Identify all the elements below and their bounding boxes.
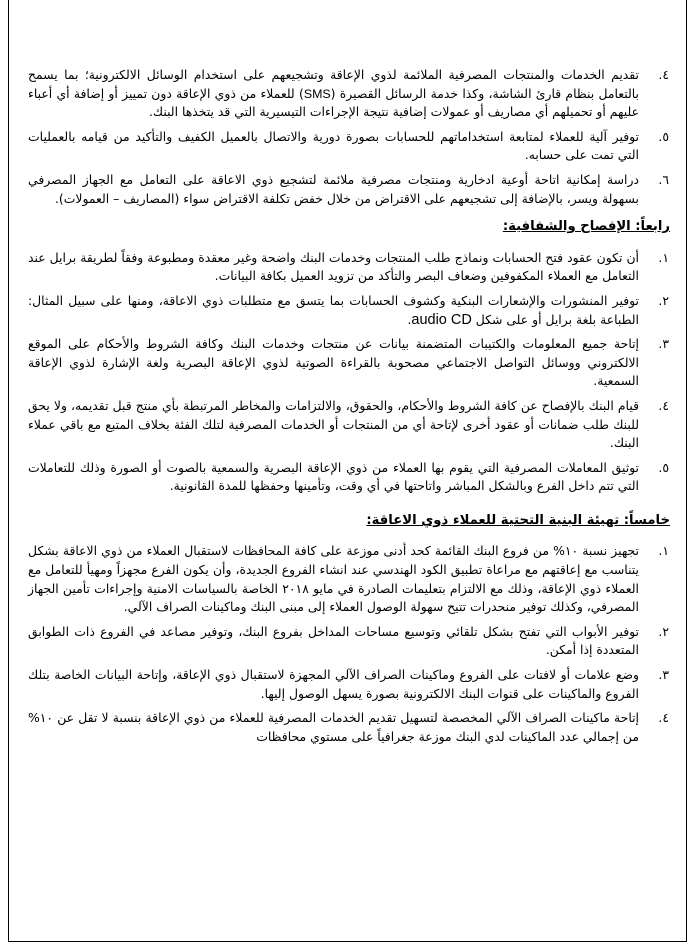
list-item [28,128,670,165]
list-item [28,292,670,329]
item-number: ٣. [658,667,669,683]
list-item [28,709,670,746]
item-text: تقديم الخدمات والمنتجات المصرفية الملائمة لذوي الإعاقة وتشجيعهم على استخدام الوسائل الالكترونية؛ بما يسمح بالتعامل بنظام قارئ الشاشة، وكذا خدمة الرسائل القصيرة (SMS) للعملاء من ذوي الإعاقة دون تمييز أو إضافة أي أعباء عليهم أو تحميلهم أي مصاريف أو عمولات إضافية نتيجة الإجراءات التيسيرية التي قد يتخذها البنك. [28,67,640,120]
item-number: ٤. [658,67,669,82]
section-heading-disclosure: رابعاً: الإفصاح والشفافية: [502,219,670,235]
item-text: إتاحة جميع المعلومات والكتيبات المتضمنة بيانات عن منتجات وخدمات البنك وكافة الشروط والأحكام على الموقع الالكتروني ووسائل التواصل الاجتماعي مصحوبة بالقراءة الصوتية لذوي الإعاقة البصرية ولغة الإشارة لذوي الإعاقة السمعية. [28,336,639,389]
list-item [28,66,670,122]
section-heading-infrastructure: خامساً: تهيئة البنية التحتية للعملاء ذوي الاعاقة: [366,512,670,528]
list-item [28,335,670,391]
item-number: ٣. [658,336,669,352]
item-number: ٢. [658,292,669,308]
item-number: ٤. [658,710,669,726]
audio-cd-term: audio CD [411,311,472,328]
item-text: توفير الأبواب التي تفتح بشكل تلقائي وتوسيع مساحات المداخل بفروع البنك، وتوفير مصاعد في الفروع ذات الطوابق المتعددة إذا أمكن. [28,623,639,658]
list-item [28,542,670,616]
list-item [28,459,670,496]
list-item [28,397,670,453]
item-text: توثيق المعاملات المصرفية التي يقوم بها العملاء من ذوي الإعاقة البصرية والسمعية بالصوت أو الصورة وذلك للتعاملات التي تتم داخل الفرع وبالشكل المباشر واتاحتها في أي وقت، وتأمينها وحفظها للمدة القانونية. [28,459,639,494]
document-body [28,66,670,752]
item-text: إتاحة ماكينات الصراف الآلي المخصصة لتسهيل تقديم الخدمات المصرفية للعملاء من ذوي الإعاقة بنسبة لا تقل عن ١٠% من إجمالي عدد الماكينات لدي البنك موزعة جغرافياً على مستوي محافظات [28,710,639,744]
item-text: وضع علامات أو لافتات على الفروع وماكينات الصراف الآلي المجهزة لاستقبال ذوي الإعاقة، وإتاحة البيانات الخاصة بتلك الفروع والماكينات على قنوات البنك الالكترونية بصورة يسهل الوصول إليها. [28,667,639,701]
item-text: توفير آلية للعملاء لمتابعة استخداماتهم للحسابات بصورة دورية والاتصال بالعميل الكفيف والتأكيد من قيامه بالعمليات التي تمت على حسابه. [28,128,639,163]
item-number: ١. [658,249,669,265]
item-text: أن تكون عقود فتح الحسابات ونماذج طلب المنتجات وخدمات البنك واضحة وغير معقدة ومطبوعة وفقاً لطريقة برايل عند التعامل مع العملاء المكفوفين وضعاف البصر والتأكد من تزويد العميل بكافة البيانات. [28,249,639,284]
item-number: ٦. [658,171,669,187]
item-number: ٥. [658,459,669,475]
list-item [28,249,670,286]
item-number: ٢. [658,623,669,639]
list-item [28,623,670,660]
item-number: ٥. [658,128,669,144]
item-text: دراسة إمكانية اتاحة أوعية ادخارية ومنتجات مصرفية ملائمة لتشجيع ذوي الاعاقة على التعامل مع الجهاز المصرفي بسهولة ويسر، بالإضافة إلى تشجيعهم على الاقتراض من خلال خفض تكلفة الاقتراض سواء (المصاريف – العمولات). [28,171,639,206]
sms-term: SMS [303,86,331,101]
item-number: ١. [658,543,669,559]
item-text: تجهيز نسبة ١٠% من فروع البنك القائمة كحد أدنى موزعة على كافة المحافظات لاستقبال العملاء من ذوي الاعاقة بشكل يتناسب مع إعاقتهم مع مراعاة تطبيق الكود الهندسي عند انشاء الفروع الجديدة، وأن يكون الفرع مجهزاً ومهيأ للتعامل مع العملاء ذوي الإعاقة، وذلك مع الالتزام بتعليمات الصادرة في مايو ٢٠١٨ الخاصة بالسياسات الامنية وإجراءات تأمين الجهاز المصرفي، وكذلك توفير منحدرات تتيح سهولة الوصول العملاء إلى مبنى البنك وماكينات الصراف الآلي. [28,543,639,615]
list-item [28,171,670,208]
item-text: توفير المنشورات والإشعارات البنكية وكشوف الحسابات بما يتسق مع متطلبات ذوي الاعاقة، ومنها على سبيل المثال: الطباعة بلغة برايل أو على شكل audio CD. [28,292,639,328]
item-number: ٤. [658,397,669,413]
list-item [28,666,670,703]
item-text: قيام البنك بالإفصاح عن كافة الشروط والأحكام، والحقوق، والالتزامات والمخاطر المرتبطة بأي منتج قبل تقديمه، ولا يحق للبنك طلب ضمانات أو عقود أخرى لإتاحة أي من المنتجات أو الخدمات المصرفية لتلك الفئة بخلاف المتبع مع باقي عملاء البنك. [28,397,639,451]
